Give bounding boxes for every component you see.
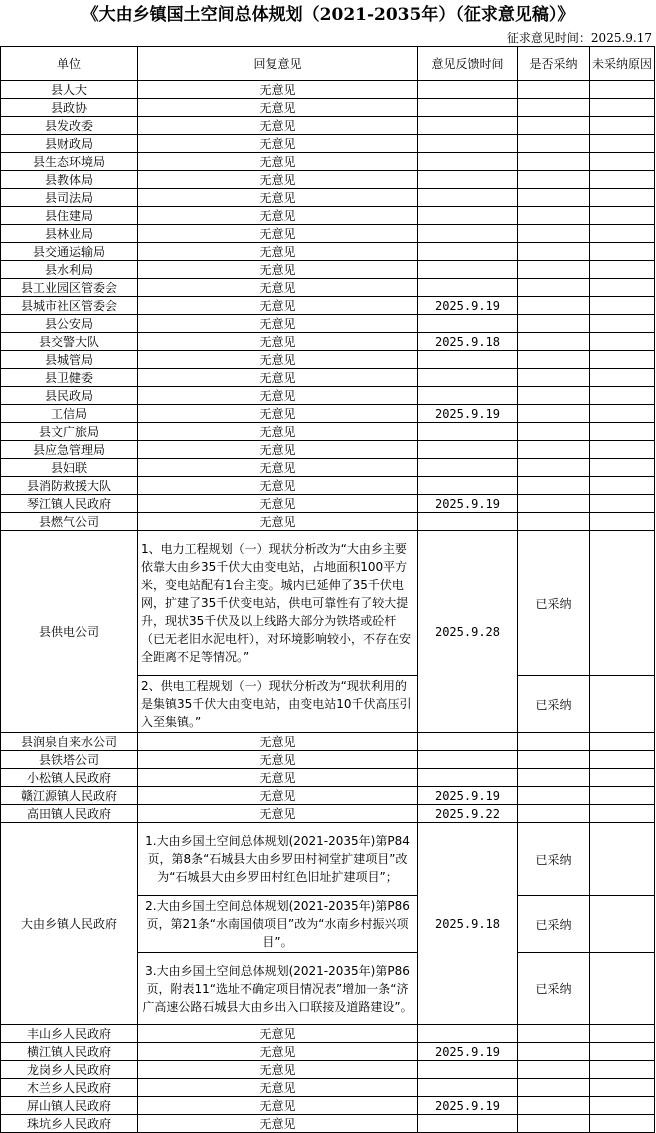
time-cell [418, 1025, 518, 1043]
reason-cell [590, 117, 655, 135]
unit-cell: 珠坑乡人民政府 [1, 1115, 138, 1133]
time-cell: 2025.9.18 [418, 333, 518, 351]
table-row [1, 117, 655, 135]
time-cell [418, 207, 518, 225]
table-row [1, 495, 655, 513]
time-cell: 2025.9.19 [418, 405, 518, 423]
reason-cell [590, 243, 655, 261]
reply-cell: 无意见 [138, 1097, 418, 1115]
table-row [1, 733, 655, 751]
unit-cell: 县公安局 [1, 315, 138, 333]
reply-cell: 无意见 [138, 477, 418, 495]
table-row [1, 1061, 655, 1079]
reason-cell [590, 333, 655, 351]
adopted-cell [518, 153, 590, 171]
adopted-cell [518, 1061, 590, 1079]
adopted-cell [518, 459, 590, 477]
unit-cell: 县林业局 [1, 225, 138, 243]
adopted-cell [518, 279, 590, 297]
reason-cell [590, 1115, 655, 1133]
adopted-cell [518, 787, 590, 805]
time-cell [418, 261, 518, 279]
unit-cell: 县燃气公司 [1, 513, 138, 531]
adopted-cell [518, 189, 590, 207]
request-date: 征求意见时间：2025.9.17 [506, 31, 652, 45]
time-cell [418, 153, 518, 171]
adopted-cell [518, 805, 590, 823]
reason-cell [590, 315, 655, 333]
unit-cell: 县住建局 [1, 207, 138, 225]
table-row [1, 531, 655, 676]
adopted-cell [518, 733, 590, 751]
reply-cell: 无意见 [138, 279, 418, 297]
adopted-cell [518, 261, 590, 279]
header-reply: 回复意见 [138, 47, 418, 81]
time-cell [418, 99, 518, 117]
reply-cell: 1、电力工程规划（一）现状分析改为“大由乡主要依靠大由乡35千伏大由变电站，占地面积100平方米，变电站配有1台主变。城内已延伸了35千伏电网，扩建了35千伏变电站，供电可靠性有了较大提升，现状35千伏及以上线路大部分为铁塔或砼杆（已无老旧水泥电杆），对环境影响较小，不存在安全距离不足等情况。” [138, 531, 418, 676]
table-row [1, 333, 655, 351]
unit-cell: 县财政局 [1, 135, 138, 153]
time-cell [418, 81, 518, 99]
table-row [1, 99, 655, 117]
reason-cell [590, 495, 655, 513]
reason-cell [590, 207, 655, 225]
adopted-cell [518, 171, 590, 189]
reply-cell: 3.大由乡国土空间总体规划(2021-2035年)第P86页，附表11“选址不确定项目情况表”增加一条“济广高速公路石城县大由乡出入口联接及道路建设”。 [138, 953, 418, 1025]
table-row [1, 297, 655, 315]
reply-cell: 无意见 [138, 315, 418, 333]
reason-cell [590, 279, 655, 297]
time-cell: 2025.9.19 [418, 1043, 518, 1061]
adopted-cell: 已采纳 [518, 676, 590, 733]
reply-cell: 无意见 [138, 171, 418, 189]
header-reason: 未采纳原因 [590, 47, 655, 81]
adopted-cell [518, 1079, 590, 1097]
table-row [1, 351, 655, 369]
reason-cell [590, 81, 655, 99]
header-unit: 单位 [1, 47, 138, 81]
reply-cell: 无意见 [138, 733, 418, 751]
reply-cell: 无意见 [138, 387, 418, 405]
reason-cell [590, 896, 655, 953]
reason-cell [590, 459, 655, 477]
reason-cell [590, 441, 655, 459]
adopted-cell [518, 135, 590, 153]
table-row [1, 751, 655, 769]
adopted-cell [518, 207, 590, 225]
table-row [1, 81, 655, 99]
reply-cell: 无意见 [138, 787, 418, 805]
unit-cell: 工信局 [1, 405, 138, 423]
unit-cell: 丰山乡人民政府 [1, 1025, 138, 1043]
table-row [1, 1079, 655, 1097]
reply-cell: 无意见 [138, 805, 418, 823]
unit-cell: 县城市社区管委会 [1, 297, 138, 315]
header-row [1, 47, 655, 81]
reply-cell: 无意见 [138, 459, 418, 477]
unit-cell: 县文广旅局 [1, 423, 138, 441]
unit-cell: 县政协 [1, 99, 138, 117]
unit-cell: 横江镇人民政府 [1, 1043, 138, 1061]
time-cell: 2025.9.19 [418, 787, 518, 805]
unit-cell: 琴江镇人民政府 [1, 495, 138, 513]
reason-cell [590, 769, 655, 787]
adopted-cell [518, 423, 590, 441]
time-cell [418, 733, 518, 751]
reason-cell [590, 351, 655, 369]
table-row [1, 225, 655, 243]
time-cell [418, 751, 518, 769]
unit-cell: 县城管局 [1, 351, 138, 369]
time-cell [418, 513, 518, 531]
reply-cell: 无意见 [138, 1115, 418, 1133]
time-cell [418, 387, 518, 405]
header-time: 意见反馈时间 [418, 47, 518, 81]
reason-cell [590, 513, 655, 531]
reply-cell: 无意见 [138, 769, 418, 787]
adopted-cell: 已采纳 [518, 953, 590, 1025]
reply-cell: 无意见 [138, 1079, 418, 1097]
table-row [1, 441, 655, 459]
reason-cell [590, 189, 655, 207]
adopted-cell [518, 387, 590, 405]
adopted-cell [518, 1025, 590, 1043]
table-row [1, 135, 655, 153]
reply-cell: 无意见 [138, 1025, 418, 1043]
adopted-cell [518, 1115, 590, 1133]
reason-cell [590, 1025, 655, 1043]
table-row [1, 1025, 655, 1043]
reason-cell [590, 423, 655, 441]
reason-cell [590, 751, 655, 769]
adopted-cell [518, 81, 590, 99]
time-cell [418, 369, 518, 387]
reply-cell: 无意见 [138, 405, 418, 423]
table-row [1, 405, 655, 423]
reply-cell: 无意见 [138, 369, 418, 387]
unit-cell: 县司法局 [1, 189, 138, 207]
table-row [1, 513, 655, 531]
adopted-cell [518, 225, 590, 243]
table-row [1, 423, 655, 441]
reply-cell: 无意见 [138, 513, 418, 531]
reason-cell [590, 369, 655, 387]
document-title: 《大由乡镇国土空间总体规划（2021-2035年）（征求意见稿）》 [81, 5, 575, 25]
time-cell [418, 1061, 518, 1079]
reply-cell: 无意见 [138, 207, 418, 225]
reply-cell: 无意见 [138, 243, 418, 261]
unit-cell: 木兰乡人民政府 [1, 1079, 138, 1097]
time-cell [418, 117, 518, 135]
unit-cell: 县妇联 [1, 459, 138, 477]
unit-cell: 县消防救援大队 [1, 477, 138, 495]
table-row [1, 189, 655, 207]
adopted-cell [518, 751, 590, 769]
table-row [1, 477, 655, 495]
reply-cell: 无意见 [138, 225, 418, 243]
adopted-cell [518, 351, 590, 369]
table-row [1, 171, 655, 189]
adopted-cell [518, 315, 590, 333]
table-row [1, 315, 655, 333]
time-cell [418, 1079, 518, 1097]
time-cell: 2025.9.19 [418, 1097, 518, 1115]
reason-cell [590, 733, 655, 751]
unit-cell: 县交通运输局 [1, 243, 138, 261]
reply-cell: 无意见 [138, 153, 418, 171]
time-cell [418, 351, 518, 369]
time-cell [418, 225, 518, 243]
time-cell [418, 189, 518, 207]
table-row [1, 207, 655, 225]
table-row [1, 459, 655, 477]
adopted-cell: 已采纳 [518, 896, 590, 953]
adopted-cell [518, 243, 590, 261]
reply-cell: 2.大由乡国土空间总体规划(2021-2035年)第P86页，第21条“水南国债项目”改为“水南乡村振兴项目”。 [138, 896, 418, 953]
adopted-cell: 已采纳 [518, 823, 590, 896]
adopted-cell [518, 99, 590, 117]
table-row [1, 279, 655, 297]
reply-cell: 1.大由乡国土空间总体规划(2021-2035年)第P84页，第8条“石城县大由乡罗田村祠堂扩建项目”改为“石城县大由乡罗田村红色旧址扩建项目”； [138, 823, 418, 896]
unit-cell: 县铁塔公司 [1, 751, 138, 769]
adopted-cell [518, 769, 590, 787]
table-row [1, 823, 655, 896]
reason-cell [590, 261, 655, 279]
reason-cell [590, 676, 655, 733]
adopted-cell [518, 297, 590, 315]
time-cell: 2025.9.19 [418, 297, 518, 315]
table-row [1, 769, 655, 787]
adopted-cell [518, 1043, 590, 1061]
reason-cell [590, 99, 655, 117]
reason-cell [590, 805, 655, 823]
unit-cell: 县水利局 [1, 261, 138, 279]
reason-cell [590, 477, 655, 495]
reason-cell [590, 1097, 655, 1115]
time-cell [418, 135, 518, 153]
time-cell: 2025.9.19 [418, 495, 518, 513]
time-cell [418, 423, 518, 441]
unit-cell: 县应急管理局 [1, 441, 138, 459]
reason-cell [590, 387, 655, 405]
reply-cell: 无意见 [138, 297, 418, 315]
unit-cell: 县润泉自来水公司 [1, 733, 138, 751]
reply-cell: 无意见 [138, 189, 418, 207]
reply-cell: 无意见 [138, 423, 418, 441]
reply-cell: 无意见 [138, 495, 418, 513]
reason-cell [590, 1061, 655, 1079]
reply-cell: 无意见 [138, 135, 418, 153]
time-cell [418, 243, 518, 261]
unit-cell: 高田镇人民政府 [1, 805, 138, 823]
feedback-table [0, 46, 655, 1133]
adopted-cell [518, 117, 590, 135]
adopted-cell [518, 513, 590, 531]
reason-cell [590, 225, 655, 243]
reply-cell: 无意见 [138, 751, 418, 769]
unit-cell: 县交警大队 [1, 333, 138, 351]
adopted-cell [518, 495, 590, 513]
unit-cell: 县民政局 [1, 387, 138, 405]
time-cell [418, 477, 518, 495]
table-row [1, 369, 655, 387]
unit-cell: 屏山镇人民政府 [1, 1097, 138, 1115]
table-row [1, 1097, 655, 1115]
adopted-cell [518, 369, 590, 387]
unit-cell: 大由乡镇人民政府 [1, 823, 138, 1025]
table-row [1, 153, 655, 171]
reason-cell [590, 405, 655, 423]
reply-cell: 2、供电工程规划（一）现状分析改为“现状利用的是集镇35千伏大由变电站，由变电站10千伏高压引入至集镇。” [138, 676, 418, 733]
unit-cell: 县卫健委 [1, 369, 138, 387]
unit-cell: 小松镇人民政府 [1, 769, 138, 787]
table-row [1, 387, 655, 405]
unit-cell: 赣江源镇人民政府 [1, 787, 138, 805]
time-cell [418, 441, 518, 459]
reason-cell [590, 171, 655, 189]
reply-cell: 无意见 [138, 351, 418, 369]
reason-cell [590, 135, 655, 153]
unit-cell: 县生态环境局 [1, 153, 138, 171]
reply-cell: 无意见 [138, 333, 418, 351]
adopted-cell [518, 1097, 590, 1115]
time-cell [418, 459, 518, 477]
reason-cell [590, 1043, 655, 1061]
time-cell: 2025.9.28 [418, 531, 518, 733]
time-cell [418, 1115, 518, 1133]
reply-cell: 无意见 [138, 1043, 418, 1061]
reason-cell [590, 297, 655, 315]
time-cell [418, 171, 518, 189]
unit-cell: 县发改委 [1, 117, 138, 135]
reply-cell: 无意见 [138, 261, 418, 279]
adopted-cell: 已采纳 [518, 531, 590, 676]
adopted-cell [518, 333, 590, 351]
reason-cell [590, 787, 655, 805]
adopted-cell [518, 405, 590, 423]
time-cell: 2025.9.22 [418, 805, 518, 823]
adopted-cell [518, 441, 590, 459]
reason-cell [590, 1079, 655, 1097]
table-row [1, 787, 655, 805]
time-cell [418, 315, 518, 333]
reason-cell [590, 823, 655, 896]
reply-cell: 无意见 [138, 441, 418, 459]
unit-cell: 县人大 [1, 81, 138, 99]
adopted-cell [518, 477, 590, 495]
table-row [1, 243, 655, 261]
reason-cell [590, 531, 655, 676]
reply-cell: 无意见 [138, 81, 418, 99]
time-cell [418, 279, 518, 297]
table-row [1, 261, 655, 279]
reason-cell [590, 953, 655, 1025]
unit-cell: 县工业园区管委会 [1, 279, 138, 297]
reply-cell: 无意见 [138, 99, 418, 117]
unit-cell: 龙岗乡人民政府 [1, 1061, 138, 1079]
table-row [1, 805, 655, 823]
table-row [1, 1115, 655, 1133]
reply-cell: 无意见 [138, 117, 418, 135]
time-cell [418, 769, 518, 787]
reply-cell: 无意见 [138, 1061, 418, 1079]
time-cell: 2025.9.18 [418, 823, 518, 1025]
table-row [1, 1043, 655, 1061]
unit-cell: 县教体局 [1, 171, 138, 189]
unit-cell: 县供电公司 [1, 531, 138, 733]
reason-cell [590, 153, 655, 171]
header-adopted: 是否采纳 [518, 47, 590, 81]
